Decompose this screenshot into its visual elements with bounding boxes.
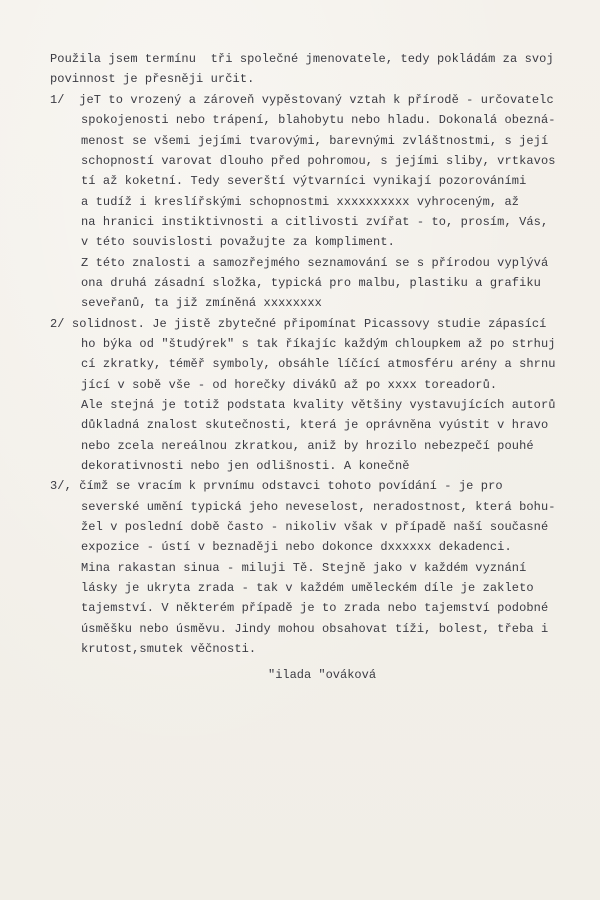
text-line: žel v poslední době často - nikoliv však v případě naší současné [81, 520, 549, 534]
text-line: důkladná znalost skutečnosti, která je oprávněna vyústit v hravo [81, 418, 549, 432]
text-line: a tudíž i kreslířskými schopnostmi xxxxxxxxxx vyhroceným, až [81, 195, 520, 209]
text-line: Z této znalosti a samozřejmého seznamování se s přírodou vyplývá [81, 256, 549, 270]
text-line: 3/, čímž se vracím k prvnímu odstavci tohoto povídání - je pro [50, 479, 503, 493]
text-line: seveřanů, ta již zmíněná xxxxxxxx [81, 296, 322, 310]
text-line: expozice - ústí v beznaději nebo dokonce dxxxxxx dekadenci. [81, 540, 512, 554]
text-line: Mina rakastan sinua - miluji Tě. Stejně jako v každém vyznání [81, 561, 527, 575]
text-line: povinnost je přesněji určit. [50, 72, 255, 86]
text-line: lásky je ukryta zrada - tak v každém uměleckém díle je zakleto [81, 581, 534, 595]
text-line: jící v sobě vše - od horečky diváků až po xxxx toreadorů. [81, 378, 498, 392]
text-line: Ale stejná je totiž podstata kvality většiny vystavujících autorů [81, 398, 556, 412]
text-line: krutost,smutek věčnosti. [81, 642, 257, 656]
text-line: schopností varovat dlouho před pohromou, s jejími sliby, vrtkavos [81, 154, 556, 168]
text-line: Použila jsem termínu tři společné jmenovatele, tedy pokládám za svoj [50, 52, 554, 66]
signature: "ilada "ováková [268, 668, 377, 682]
text-line: severské umění typická jeho neveselost, neradostnost, která bohu- [81, 500, 556, 514]
text-line: tajemství. V některém případě je to zrada nebo tajemství podobné [81, 601, 549, 615]
text-line: v této souvislosti považujte za kompliment. [81, 235, 395, 249]
text-line: 2/ solidnost. Je jistě zbytečné připomínat Picassovy studie zápasící [50, 317, 547, 331]
text-line: spokojenosti nebo trápení, blahobytu nebo hladu. Dokonalá obezná- [81, 113, 556, 127]
text-line: menost se všemi jejími tvarovými, barevnými zvláštnostmi, s její [81, 134, 549, 148]
text-line: cí zkratky, téměř symboly, obsáhle líčící atmosféru arény a shrnu [81, 357, 556, 371]
text-line: úsměšku nebo úsměvu. Jindy mohou obsahovat tíži, bolest, třeba i [81, 622, 549, 636]
text-line: 1/ jeT to vrozený a zároveň vypěstovaný vztah k přírodě - určovatelc [50, 93, 554, 107]
text-line: nebo zcela nereálnou zkratkou, aniž by hrozilo nebezpečí pouhé [81, 439, 534, 453]
text-line: ona druhá zásadní složka, typická pro malbu, plastiku a grafiku [81, 276, 541, 290]
text-line: dekorativnosti nebo jen odlišnosti. A konečně [81, 459, 410, 473]
text-line: ho býka od "študýrek" s tak říkajíc každým chloupkem až po strhuj [81, 337, 556, 351]
text-line: na hranici instiktivnosti a citlivosti zvířat - to, prosím, Vás, [81, 215, 549, 229]
text-line: tí až koketní. Tedy severští výtvarníci vynikají pozorováními [81, 174, 527, 188]
